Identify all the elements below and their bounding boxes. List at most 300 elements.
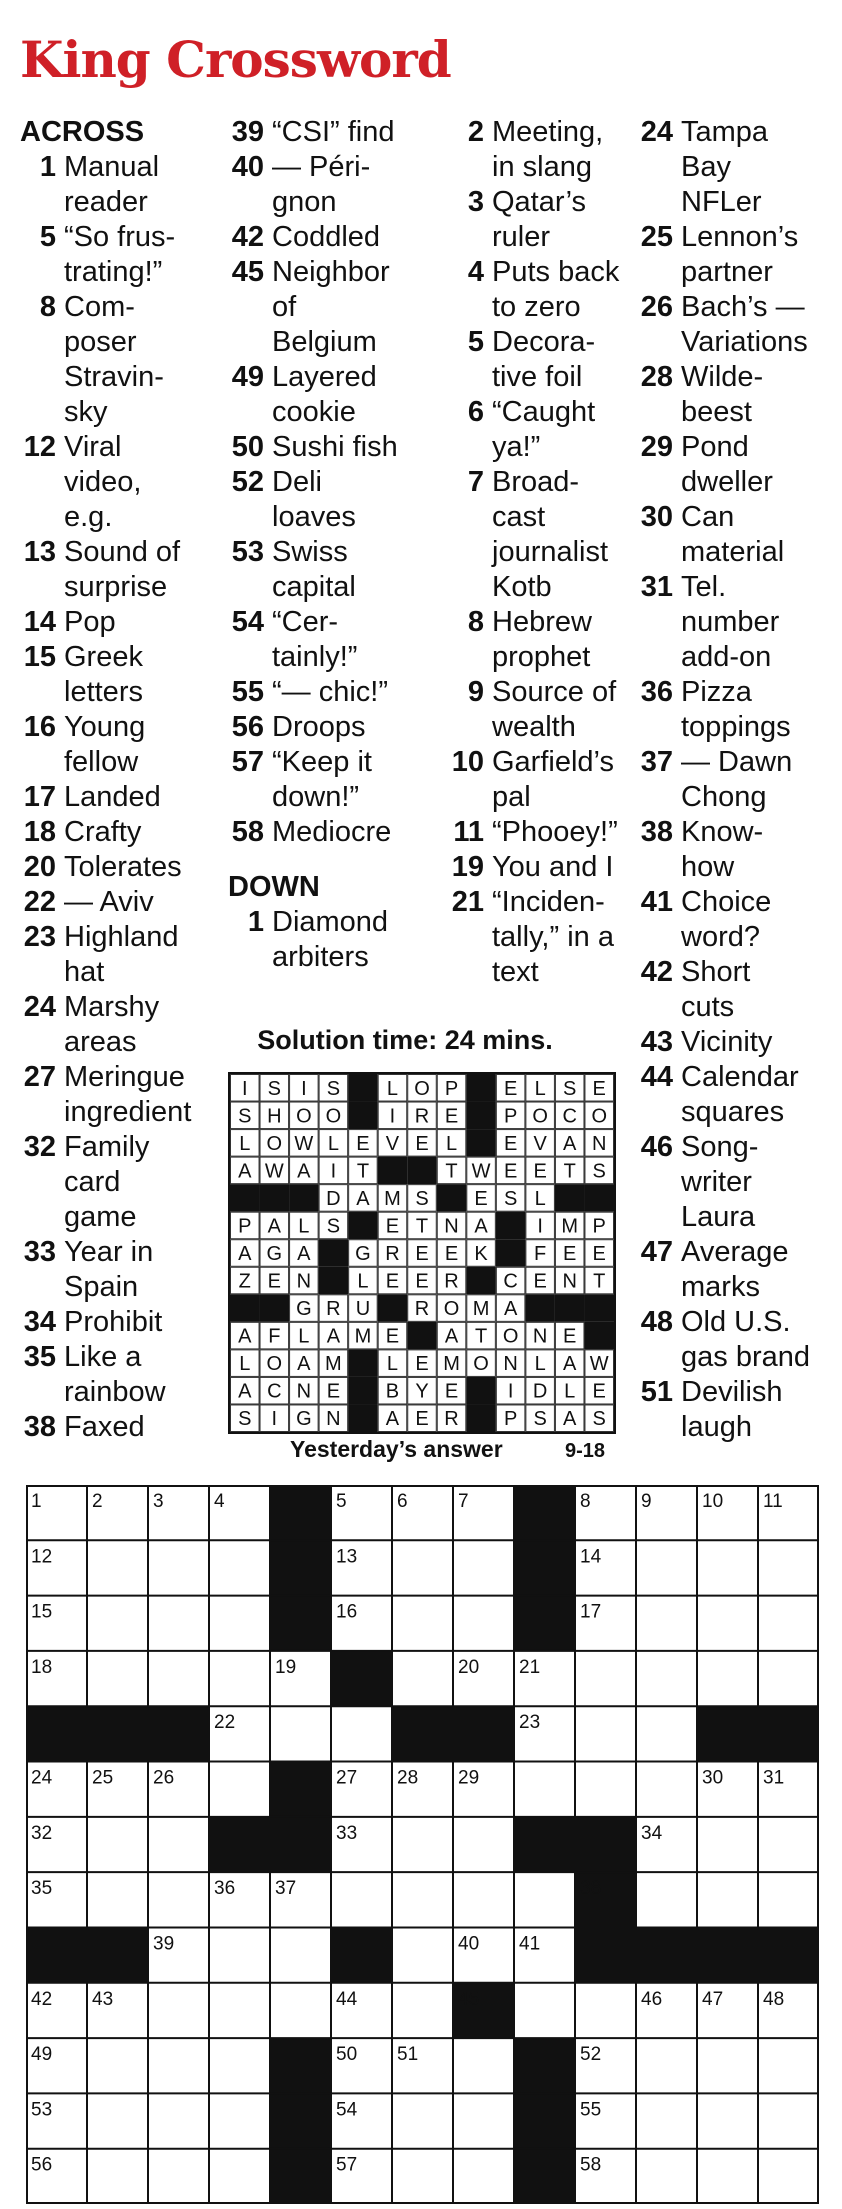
- mini-cell-letter: N: [503, 1353, 518, 1376]
- clue-down-7[interactable]: [448, 465, 651, 605]
- clue-across-13[interactable]: [20, 535, 225, 605]
- mini-cell-letter: O: [296, 1105, 312, 1128]
- grid-cell[interactable]: [453, 1817, 514, 1872]
- block-cell: [697, 1706, 759, 1762]
- mini-cell-letter: E: [592, 1077, 606, 1100]
- clue-number: 56: [231, 711, 264, 743]
- clue-down-44[interactable]: [637, 1060, 837, 1130]
- grid-cell[interactable]: [148, 1983, 209, 2038]
- clue-down-9[interactable]: [448, 675, 651, 745]
- grid-cell[interactable]: [87, 2038, 148, 2093]
- mini-block-cell: [289, 1184, 319, 1212]
- grid-cell[interactable]: [636, 2093, 697, 2148]
- clue-across-58[interactable]: [228, 815, 450, 850]
- mini-cell-letter: L: [239, 1353, 251, 1376]
- grid-cell[interactable]: [87, 1596, 148, 1651]
- grid-cell[interactable]: [697, 1651, 758, 1706]
- mini-cell-letter: M: [384, 1187, 401, 1210]
- grid-cell[interactable]: [209, 2149, 270, 2204]
- grid-cell[interactable]: [758, 1817, 819, 1872]
- mini-cell-letter: P: [503, 1105, 518, 1128]
- clue-text: Tolerates: [64, 851, 182, 883]
- clue-down-10[interactable]: [448, 745, 651, 815]
- clue-across-49[interactable]: [228, 360, 450, 430]
- mini-cell-letter: E: [533, 1270, 547, 1293]
- mini-cell-letter: L: [386, 1077, 399, 1100]
- clue-down-41[interactable]: [637, 885, 837, 955]
- clue-across-22[interactable]: [20, 885, 225, 920]
- clue-text: Pizza toppings: [681, 676, 791, 743]
- across-heading: ACROSS: [20, 116, 145, 148]
- mini-cell-letter: I: [301, 1077, 307, 1100]
- mini-block-cell: [584, 1294, 614, 1322]
- clue-text: “Keep it down!”: [272, 746, 372, 813]
- clue-across-39[interactable]: [228, 115, 450, 150]
- clue-number: 13: [23, 536, 56, 568]
- mini-cell-letter: P: [592, 1215, 606, 1238]
- cell-number: 26: [153, 1767, 175, 1789]
- clue-number: 36: [640, 676, 673, 708]
- clue-down-31[interactable]: [637, 570, 837, 675]
- clue-across-57[interactable]: [228, 745, 450, 815]
- clue-across-17[interactable]: [20, 780, 225, 815]
- clue-text: Sound of surprise: [64, 536, 181, 603]
- cell-number: 10: [702, 1491, 724, 1512]
- clue-down-48[interactable]: [637, 1305, 837, 1375]
- clue-down-29[interactable]: [637, 430, 837, 500]
- grid-cell[interactable]: [758, 1872, 819, 1927]
- mini-cell-letter: T: [356, 1160, 370, 1183]
- grid-cell[interactable]: [209, 1651, 270, 1706]
- clue-text: “Phooey!”: [492, 816, 618, 848]
- yesterday-answer-grid: [228, 1072, 616, 1434]
- mini-cell-letter: T: [415, 1215, 429, 1238]
- grid-cell[interactable]: [758, 2149, 819, 2204]
- cell-number: 58: [580, 2154, 602, 2176]
- clue-down-30[interactable]: [637, 500, 837, 570]
- clue-text: Meringue ingredient: [64, 1061, 192, 1128]
- block-cell: [270, 1540, 332, 1596]
- clue-across-16[interactable]: [20, 710, 225, 780]
- clue-down-46[interactable]: [637, 1130, 837, 1235]
- grid-cell[interactable]: [758, 1596, 819, 1651]
- grid-cell[interactable]: [514, 1983, 575, 2038]
- clue-number: 24: [640, 116, 673, 148]
- mini-cell-letter: A: [385, 1408, 400, 1431]
- clue-down-28[interactable]: [637, 360, 837, 430]
- grid-cell[interactable]: [209, 2038, 270, 2093]
- block-cell: [758, 1927, 820, 1983]
- mini-cell-letter: O: [325, 1105, 342, 1128]
- block-cell: [270, 2148, 332, 2204]
- page-title: King Crossword: [20, 30, 451, 89]
- grid-cell[interactable]: [575, 1706, 636, 1761]
- grid-cell[interactable]: [575, 1651, 636, 1706]
- grid-cell[interactable]: [87, 1651, 148, 1706]
- clue-down-36[interactable]: [637, 675, 837, 745]
- clue-text: Neighbor of Belgium: [272, 256, 390, 358]
- mini-block-cell: [319, 1267, 349, 1295]
- clue-across-54[interactable]: [228, 605, 450, 675]
- grid-cell[interactable]: [270, 1983, 331, 2038]
- clue-number: 58: [231, 816, 264, 848]
- block-cell: [453, 1706, 515, 1762]
- clue-across-32[interactable]: [20, 1130, 225, 1235]
- grid-cell[interactable]: [148, 1872, 209, 1927]
- grid-cell[interactable]: [453, 1596, 514, 1651]
- mini-cell-letter: E: [267, 1270, 281, 1293]
- grid-cell[interactable]: [148, 1651, 209, 1706]
- cell-number: 4: [214, 1491, 225, 1512]
- mini-cell-letter: F: [534, 1243, 547, 1265]
- grid-cell[interactable]: [697, 1540, 758, 1595]
- clue-text: “Inciden- tally,” in a text: [492, 886, 614, 988]
- clue-number: 53: [231, 536, 264, 568]
- clue-column-4: [637, 115, 837, 1445]
- grid-cell[interactable]: [87, 1540, 148, 1595]
- mini-cell-letter: O: [266, 1132, 283, 1155]
- mini-block-cell: [407, 1322, 437, 1350]
- grid-cell[interactable]: [636, 1596, 697, 1651]
- mini-cell-letter: E: [385, 1325, 400, 1348]
- cell-number: 35: [31, 1878, 53, 1900]
- grid-cell[interactable]: [636, 1706, 697, 1761]
- grid-cell[interactable]: [148, 1817, 209, 1872]
- grid-cell[interactable]: [636, 1762, 697, 1817]
- grid-cell[interactable]: [209, 1596, 270, 1651]
- mini-block-cell: [260, 1184, 290, 1212]
- mini-block-cell: [496, 1212, 526, 1240]
- clue-across-14[interactable]: [20, 605, 225, 640]
- clue-down-21[interactable]: [448, 885, 651, 990]
- block-cell: [514, 1540, 576, 1596]
- grid-cell[interactable]: [270, 1927, 331, 1982]
- clue-down-37[interactable]: [637, 745, 837, 815]
- clue-text: Faxed: [64, 1411, 145, 1443]
- mini-cell-letter: O: [473, 1353, 489, 1376]
- mini-cell-letter: H: [267, 1105, 282, 1128]
- clue-across-53[interactable]: [228, 535, 450, 605]
- grid-cell[interactable]: [636, 1651, 697, 1706]
- mini-cell-letter: I: [537, 1215, 543, 1238]
- mini-cell-letter: A: [563, 1132, 577, 1155]
- grid-cell[interactable]: [453, 2149, 514, 2204]
- mini-block-cell: [466, 1377, 496, 1405]
- clue-down-3[interactable]: [448, 185, 651, 255]
- cell-number: 3: [153, 1491, 164, 1512]
- mini-cell-letter: A: [297, 1243, 311, 1265]
- clue-across-12[interactable]: [20, 430, 225, 535]
- grid-cell[interactable]: [209, 1762, 270, 1817]
- grid-cell[interactable]: [636, 1872, 697, 1927]
- block-cell: [575, 1816, 637, 1872]
- cell-number: 55: [580, 2099, 602, 2121]
- grid-cell[interactable]: [758, 1651, 819, 1706]
- clue-number: 8: [39, 291, 56, 323]
- mini-cell-letter: C: [503, 1270, 518, 1293]
- block-cell: [331, 1650, 393, 1706]
- clue-text: Old U.S. gas brand: [681, 1306, 810, 1373]
- grid-cell[interactable]: [87, 2149, 148, 2204]
- grid-cell[interactable]: [453, 2038, 514, 2093]
- grid-cell[interactable]: [575, 1762, 636, 1817]
- grid-cell[interactable]: [148, 1596, 209, 1651]
- mini-block-cell: [466, 1129, 496, 1157]
- grid-cell[interactable]: [148, 2038, 209, 2093]
- block-cell: [514, 1485, 576, 1541]
- mini-cell-letter: L: [445, 1132, 458, 1155]
- clue-text: Lennon’s partner: [681, 221, 799, 288]
- clue-text: Family card game: [64, 1131, 150, 1233]
- cell-number: 25: [92, 1767, 114, 1789]
- clue-across-50[interactable]: [228, 430, 450, 465]
- clue-text: Prohibit: [64, 1306, 163, 1338]
- grid-cell[interactable]: [514, 1762, 575, 1817]
- grid-cell[interactable]: [392, 1817, 453, 1872]
- grid-cell[interactable]: [697, 2093, 758, 2148]
- clue-number: 42: [231, 221, 264, 253]
- mini-cell-letter: A: [474, 1215, 488, 1238]
- clue-down-1[interactable]: [228, 905, 450, 975]
- clue-down-24[interactable]: [637, 115, 837, 220]
- mini-cell-letter: G: [355, 1243, 371, 1265]
- clue-column-3: [448, 115, 651, 990]
- clue-across-38[interactable]: [20, 1410, 225, 1445]
- clue-down-51[interactable]: [637, 1375, 837, 1445]
- grid-cell[interactable]: [392, 1927, 453, 1982]
- clue-across-1[interactable]: [20, 150, 225, 220]
- clue-across-23[interactable]: [20, 920, 225, 990]
- clue-text: Puts back to zero: [492, 256, 620, 323]
- mini-cell-letter: A: [238, 1380, 252, 1403]
- grid-cell[interactable]: [697, 2038, 758, 2093]
- grid-cell[interactable]: [453, 1872, 514, 1927]
- clue-across-40[interactable]: [228, 150, 450, 220]
- grid-cell[interactable]: [697, 2149, 758, 2204]
- grid-cell[interactable]: [392, 1983, 453, 2038]
- grid-cell[interactable]: [758, 1540, 819, 1595]
- grid-cell[interactable]: [209, 1983, 270, 2038]
- grid-cell[interactable]: [392, 1651, 453, 1706]
- clue-across-15[interactable]: [20, 640, 225, 710]
- mini-cell-letter: N: [296, 1270, 312, 1293]
- grid-cell[interactable]: [87, 2093, 148, 2148]
- mini-cell-letter: O: [502, 1325, 519, 1348]
- mini-cell-letter: Y: [415, 1380, 429, 1403]
- clue-down-47[interactable]: [637, 1235, 837, 1305]
- clue-number: 30: [640, 501, 673, 533]
- clue-text: Droops: [272, 711, 366, 743]
- mini-cell-letter: M: [472, 1298, 490, 1321]
- clue-across-34[interactable]: [20, 1305, 225, 1340]
- mini-block-cell: [555, 1294, 585, 1322]
- mini-cell-letter: P: [238, 1215, 252, 1238]
- mini-cell-letter: S: [326, 1077, 341, 1100]
- clue-number: 10: [451, 746, 484, 778]
- mini-cell-letter: E: [503, 1160, 518, 1183]
- mini-cell-letter: N: [562, 1270, 577, 1293]
- clue-down-38[interactable]: [637, 815, 837, 885]
- grid-cell[interactable]: [392, 1872, 453, 1927]
- clue-down-26[interactable]: [637, 290, 837, 360]
- clue-down-8[interactable]: [448, 605, 651, 675]
- clue-across-33[interactable]: [20, 1235, 225, 1305]
- clue-text: Song- writer Laura: [681, 1131, 759, 1233]
- mini-cell-letter: E: [592, 1380, 606, 1403]
- grid-cell[interactable]: [636, 2038, 697, 2093]
- clue-across-56[interactable]: [228, 710, 450, 745]
- clue-across-20[interactable]: [20, 850, 225, 885]
- clue-across-42[interactable]: [228, 220, 450, 255]
- clue-down-11[interactable]: [448, 815, 651, 850]
- grid-cell[interactable]: [697, 1872, 758, 1927]
- mini-cell-letter: O: [414, 1077, 430, 1100]
- grid-cell[interactable]: [697, 1817, 758, 1872]
- grid-cell[interactable]: [758, 2038, 819, 2093]
- clue-across-35[interactable]: [20, 1340, 225, 1410]
- grid-cell[interactable]: [331, 1706, 392, 1761]
- mini-cell-letter: L: [564, 1380, 576, 1403]
- cell-number: 34: [641, 1822, 663, 1844]
- clue-number: 7: [467, 466, 484, 498]
- mini-cell-letter: N: [532, 1325, 548, 1348]
- mini-cell-letter: A: [238, 1243, 252, 1265]
- mini-cell-letter: L: [239, 1132, 251, 1155]
- cell-number: 6: [397, 1491, 408, 1512]
- block-cell: [758, 1706, 820, 1762]
- grid-cell[interactable]: [209, 2093, 270, 2148]
- grid-cell[interactable]: [392, 1596, 453, 1651]
- grid-cell[interactable]: [453, 1540, 514, 1595]
- clue-text: Mediocre: [272, 816, 392, 848]
- mini-cell-letter: W: [264, 1160, 284, 1183]
- clue-number: 6: [467, 396, 484, 428]
- grid-cell[interactable]: [392, 2149, 453, 2204]
- clue-down-6[interactable]: [448, 395, 651, 465]
- cell-number: 57: [336, 2154, 358, 2176]
- mini-cell-letter: U: [355, 1298, 371, 1321]
- grid-cell[interactable]: [392, 2093, 453, 2148]
- grid-cell[interactable]: [209, 1540, 270, 1595]
- mini-cell-letter: S: [267, 1077, 281, 1100]
- grid-cell[interactable]: [453, 2093, 514, 2148]
- clue-number: 35: [23, 1341, 56, 1373]
- clue-text: Wilde- beest: [681, 361, 764, 428]
- grid-cell[interactable]: [514, 1872, 575, 1927]
- clue-number: 11: [453, 816, 484, 848]
- mini-cell-letter: E: [415, 1270, 429, 1293]
- mini-block-cell: [496, 1239, 526, 1267]
- clue-number: 52: [231, 466, 264, 498]
- clue-number: 15: [23, 641, 56, 673]
- clue-text: Landed: [64, 781, 161, 813]
- clue-across-52[interactable]: [228, 465, 450, 535]
- clue-down-5[interactable]: [448, 325, 651, 395]
- mini-cell-letter: L: [534, 1077, 546, 1100]
- grid-cell[interactable]: [148, 2093, 209, 2148]
- clue-number: 49: [231, 361, 264, 393]
- mini-cell-letter: E: [415, 1243, 429, 1265]
- clue-text: Qatar’s ruler: [492, 186, 587, 253]
- clue-text: Know- how: [681, 816, 764, 883]
- block-cell: [87, 1706, 149, 1762]
- mini-cell-letter: V: [533, 1132, 547, 1155]
- grid-cell[interactable]: [209, 1927, 270, 1982]
- clue-text: Coddled: [272, 221, 381, 253]
- grid-cell[interactable]: [87, 1872, 148, 1927]
- cell-number: 28: [397, 1767, 419, 1789]
- clue-text: “Cer- tainly!”: [272, 606, 358, 673]
- clue-text: Pond dweller: [681, 431, 773, 498]
- grid-cell[interactable]: [392, 1540, 453, 1595]
- clue-number: 48: [640, 1306, 673, 1338]
- grid-cell[interactable]: [148, 1540, 209, 1595]
- clue-down-19[interactable]: [448, 850, 651, 885]
- cell-number: 32: [31, 1822, 53, 1844]
- clue-text: Viral video, e.g.: [64, 431, 142, 533]
- grid-cell[interactable]: [758, 2093, 819, 2148]
- mini-cell-letter: E: [533, 1160, 547, 1183]
- clue-across-18[interactable]: [20, 815, 225, 850]
- cell-number: 24: [31, 1767, 53, 1789]
- clue-number: 50: [231, 431, 264, 463]
- solution-time: Solution time: 24 mins.: [257, 1025, 553, 1055]
- clue-number: 57: [231, 746, 264, 778]
- clue-across-55[interactable]: [228, 675, 450, 710]
- mini-cell-letter: T: [445, 1160, 458, 1183]
- clue-across-27[interactable]: [20, 1060, 225, 1130]
- clue-number: 19: [451, 851, 484, 883]
- clue-number: 26: [640, 291, 673, 323]
- grid-cell[interactable]: [331, 1872, 392, 1927]
- clue-down-4[interactable]: [448, 255, 651, 325]
- grid-cell[interactable]: [148, 2149, 209, 2204]
- block-cell: [87, 1927, 149, 1983]
- grid-cell[interactable]: [270, 1706, 331, 1761]
- clue-text: Broad- cast journalist Kotb: [492, 466, 609, 603]
- clue-number: 5: [39, 221, 56, 253]
- clue-text: Devilish laugh: [681, 1376, 783, 1443]
- grid-cell[interactable]: [636, 2149, 697, 2204]
- clue-across-5[interactable]: [20, 220, 225, 290]
- clue-number: 29: [640, 431, 673, 463]
- block-cell: [636, 1927, 698, 1983]
- clue-down-25[interactable]: [637, 220, 837, 290]
- clue-number: 4: [467, 256, 484, 288]
- clue-number: 51: [640, 1376, 673, 1408]
- mini-cell-letter: S: [238, 1105, 252, 1128]
- mini-cell-letter: R: [444, 1408, 459, 1431]
- clue-number: 1: [247, 906, 264, 938]
- mini-cell-letter: L: [386, 1353, 399, 1376]
- mini-cell-letter: W: [589, 1353, 609, 1376]
- clue-across-45[interactable]: [228, 255, 450, 360]
- clue-number: 47: [640, 1236, 673, 1268]
- block-cell: [514, 2093, 576, 2149]
- grid-cell[interactable]: [87, 1817, 148, 1872]
- grid-cell[interactable]: [697, 1596, 758, 1651]
- grid-cell[interactable]: [575, 1983, 636, 2038]
- clue-down-42[interactable]: [637, 955, 837, 1025]
- block-cell: [26, 1927, 88, 1983]
- mini-block-cell: [348, 1102, 378, 1130]
- clue-across-8[interactable]: [20, 290, 225, 430]
- mini-cell-letter: A: [238, 1325, 252, 1348]
- clue-down-43[interactable]: [637, 1025, 837, 1060]
- grid-cell[interactable]: [636, 1540, 697, 1595]
- clue-down-2[interactable]: [448, 115, 651, 185]
- crossword-grid[interactable]: [26, 1485, 819, 2204]
